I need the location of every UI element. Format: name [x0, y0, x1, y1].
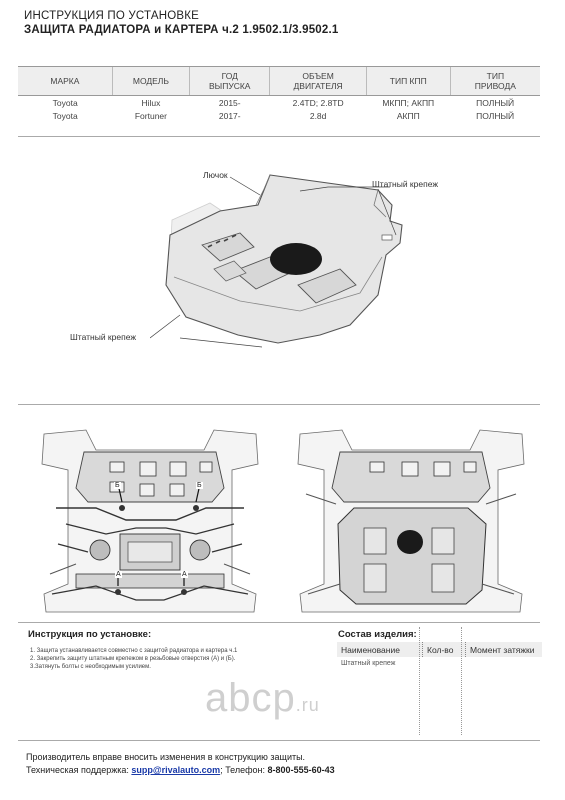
section-divider [18, 622, 540, 623]
marker-b-left: Б [115, 482, 120, 489]
col-torque: Момент затяжки [466, 642, 543, 657]
col-model: МОДЕЛЬ [112, 67, 189, 96]
support-email-link[interactable]: supp@rivalauto.com [131, 765, 221, 775]
cell-gearbox: МКПП; АКПП [382, 97, 435, 108]
callout-mount-left: Штатный крепеж [70, 332, 137, 342]
cell-part-qty [423, 657, 466, 670]
doc-title-line1: ИНСТРУКЦИЯ ПО УСТАНОВКЕ [24, 10, 200, 22]
col-year: ГОД ВЫПУСКА [190, 67, 270, 96]
table-row [18, 96, 540, 110]
table-row [337, 657, 542, 670]
components-table-header [337, 642, 542, 657]
vehicle-table-header [18, 67, 540, 96]
cell-part-name: Штатный крепеж [341, 660, 396, 667]
instruction-step-1: 1. Защита устанавливается совместно с защитой радиатора и картера ч.1 [30, 648, 238, 654]
col-qty: Кол-во [423, 642, 466, 657]
components-heading: Состав изделия: [338, 629, 417, 640]
installation-view-part2 [292, 424, 530, 616]
support-label: Техническая поддержка: [26, 765, 129, 775]
col-drive: ТИП ПРИВОДА [450, 67, 540, 96]
footer-support [26, 765, 335, 775]
column-divider [419, 627, 420, 735]
installation-view-part1 [36, 424, 264, 616]
col-name: Наименование [337, 642, 423, 657]
instructions-heading: Инструкция по установке: [28, 629, 152, 640]
cell-year: 2015- [218, 97, 241, 108]
table-bottom-divider [18, 136, 540, 137]
col-engine: ОБЪЕМ ДВИГАТЕЛЯ [270, 67, 366, 96]
marker-a-right: А [182, 571, 187, 578]
cell-drive: ПОЛНЫЙ [476, 97, 515, 108]
marker-a-left: А [116, 571, 121, 578]
footer-disclaimer: Производитель вправе вносить изменения в конструкцию защиты. [26, 752, 306, 762]
doc-title-line2: ЗАЩИТА РАДИАТОРА и КАРТЕРА ч.2 1.9502.1/3.9502.1 [24, 24, 339, 36]
cell-engine: 2.8d [309, 110, 327, 121]
components-table [337, 642, 542, 670]
instruction-step-3: 3.Затянуть болты с необходимым усилием. [30, 664, 151, 670]
cell-brand: Toyota [52, 97, 78, 108]
skid-plate-illustration [150, 165, 450, 365]
section-divider [18, 404, 540, 405]
cell-year: 2017- [218, 110, 241, 121]
watermark-logo: abcp.ru [205, 676, 320, 720]
column-divider [461, 627, 462, 735]
cell-model: Hilux [141, 97, 161, 108]
col-brand: МАРКА [18, 67, 112, 96]
callout-mount-top: Штатный крепеж [372, 179, 439, 189]
marker-b-right: Б [197, 482, 202, 489]
vehicle-table [18, 66, 540, 122]
footer-divider [18, 740, 540, 741]
support-phone: 8-800-555-60-43 [267, 765, 335, 775]
cell-brand: Toyota [52, 110, 78, 121]
cell-drive: ПОЛНЫЙ [476, 110, 515, 121]
cell-engine: 2.4TD; 2.8TD [292, 97, 344, 108]
cell-model: Fortuner [134, 110, 167, 121]
col-gearbox: ТИП КПП [366, 67, 450, 96]
phone-label: ; Телефон: [220, 765, 266, 775]
instruction-step-2: 2. Закрепить защиту штатным крепежом в резьбовые отверстия (А) и (Б). [30, 656, 236, 662]
cell-part-torque [466, 657, 543, 670]
table-row [18, 109, 540, 122]
cell-gearbox: АКПП [396, 110, 420, 121]
callout-hatch: Лючок [203, 170, 228, 180]
